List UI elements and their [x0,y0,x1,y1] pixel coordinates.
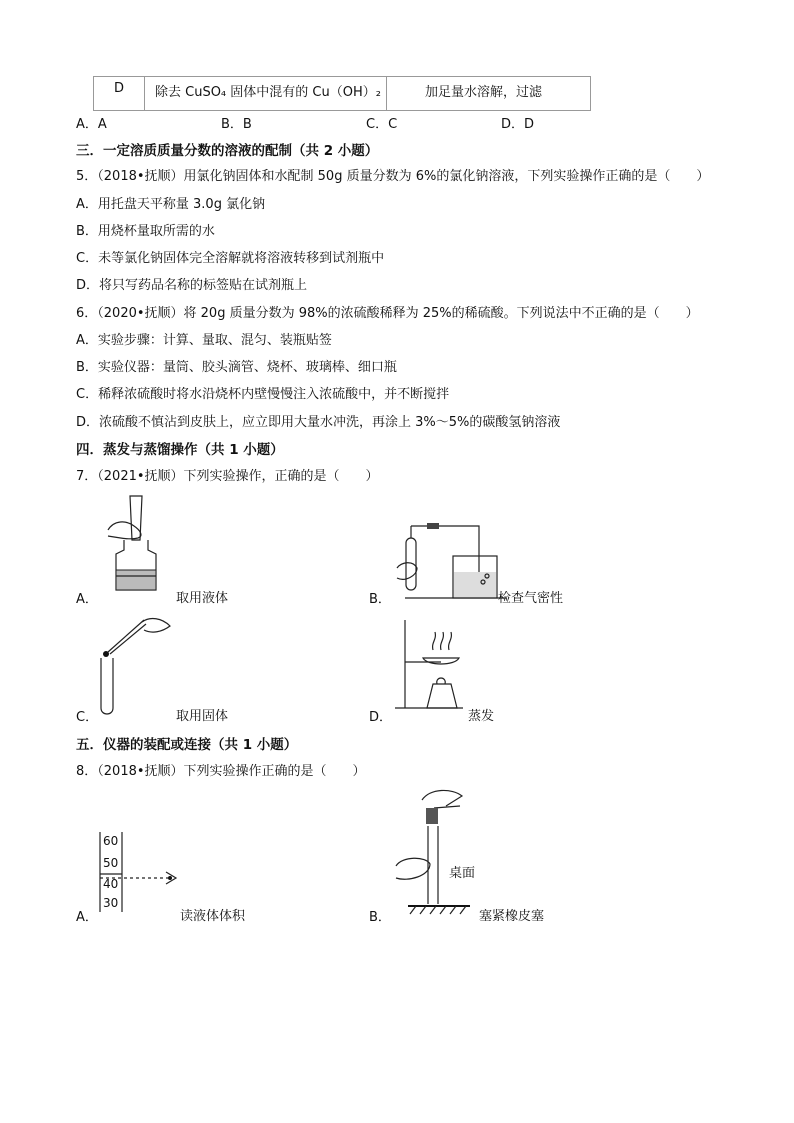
q4-option-c: C．C [366,117,398,132]
q4-option-d: D．D [501,117,535,132]
q7-b-caption: 检查气密性 [498,591,564,606]
q7-figure-b-airtight-check [395,520,515,602]
table-cell-letter: D [94,77,145,110]
q7-d-caption: 蒸发 [468,709,495,724]
q7-figure-d-evaporation [393,620,493,712]
table-cell-method: 加足量水溶解，过滤 [425,85,543,100]
q8-figure-b-stopper-on-table [392,786,482,914]
section-5-heading: 五．仪器的装配或连接（共 1 小题） [76,737,298,753]
q8-b-letter: B． [369,910,391,925]
q8-stem: 8．（2018•抚顺）下列实验操作正确的是（ ） [76,764,366,779]
q5-stem: 5．（2018•抚顺）用氯化钠固体和水配制 50g 质量分数为 6%的氯化钠溶液，下列实验操作正确的是（ ） [76,169,710,184]
q7-d-letter: D． [369,710,393,725]
q7-figure-a-dropper-bottle [100,490,170,602]
cylinder-tick-60: 60 [103,834,119,848]
q8-b-table-label: 桌面 [449,866,476,881]
q7-figure-c-tweezers-tube [98,612,178,722]
section-4-heading: 四．蒸发与蒸馏操作（共 1 小题） [76,442,284,458]
cylinder-tick-40: 40 [103,877,119,891]
q8-a-caption: 读液体体积 [180,909,246,924]
q6-option-b: B．实验仪器：量筒、胶头滴管、烧杯、玻璃棒、细口瓶 [76,360,397,375]
q5-option-a: A．用托盘天平称量 3.0g 氯化钠 [76,197,266,212]
q6-option-d: D．浓硫酸不慎沾到皮肤上，应立即用大量水冲洗，再涂上 3%～5%的碳酸氢钠溶液 [76,415,561,430]
section-3-heading: 三．一定溶质质量分数的溶液的配制（共 2 小题） [76,143,379,159]
option-table-row [93,76,591,111]
q7-c-caption: 取用固体 [176,709,229,724]
cylinder-tick-50: 50 [103,856,119,870]
q6-stem: 6．（2020•抚顺）将 20g 质量分数为 98%的浓硫酸稀释为 25%的稀硫酸。下列说法中不正确的是（ ） [76,306,699,321]
q7-a-caption: 取用液体 [176,591,229,606]
q7-stem: 7．（2021•抚顺）下列实验操作，正确的是（ ） [76,469,379,484]
q7-a-letter: A． [76,592,98,607]
q8-a-letter: A． [76,910,98,925]
table-cell-purpose: 除去 CuSO₄ 固体中混有的 Cu（OH）₂ [145,77,387,110]
q5-option-d: D．将只写药品名称的标签贴在试剂瓶上 [76,278,308,293]
q5-option-b: B．用烧杯量取所需的水 [76,224,215,239]
q7-c-letter: C． [76,710,99,725]
q5-option-c: C．未等氯化钠固体完全溶解就将溶液转移到试剂瓶中 [76,251,385,266]
q8-b-caption: 塞紧橡皮塞 [479,909,545,924]
q4-option-b: B．B [221,117,252,132]
q7-b-letter: B． [369,592,391,607]
q6-option-c: C．稀释浓硫酸时将水沿烧杯内壁慢慢注入浓硫酸中，并不断搅拌 [76,387,450,402]
cylinder-tick-30: 30 [103,896,119,910]
q6-option-a: A．实验步骤：计算、量取、混匀、装瓶贴签 [76,333,332,348]
q4-option-a: A．A [76,117,107,132]
